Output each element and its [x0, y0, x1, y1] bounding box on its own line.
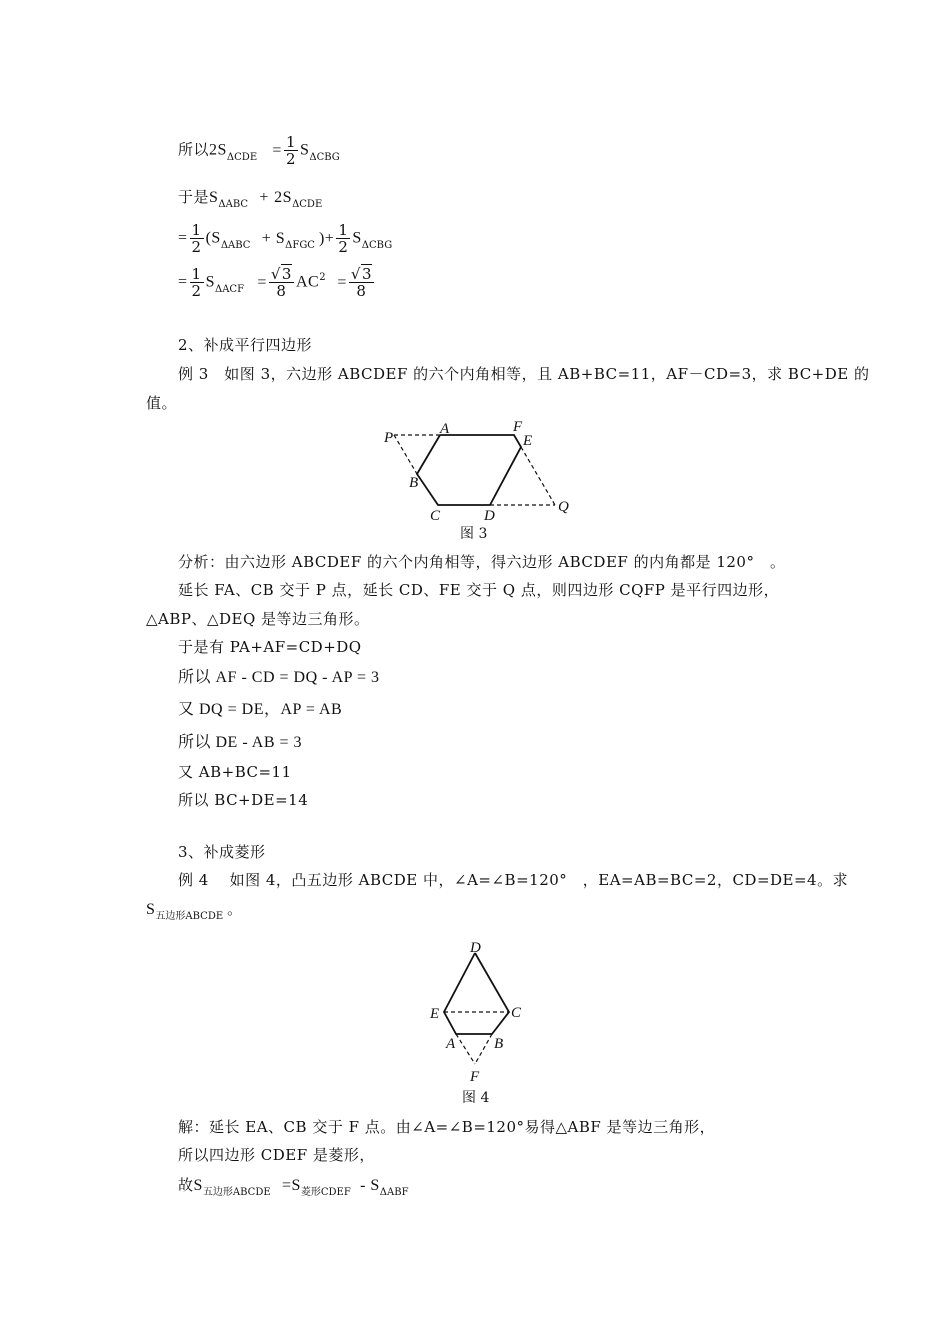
math: 2S [209, 141, 227, 159]
example-text: 例 4 如图 4，凸五边形 ABCDE 中，∠A=∠B=120° ，EA=AB=BC=2，CD=DE=4。求 [178, 871, 849, 889]
body-text: △ABP、△DEQ 是等边三角形。 [146, 610, 370, 628]
step-text: 于是有 PA+AF=CD+DQ [178, 638, 362, 656]
figure-caption: 图 4 [462, 1090, 490, 1106]
final-formula [178, 1174, 409, 1198]
fraction: $\frac{1}{2}$ [191, 265, 202, 300]
text: 所以 [178, 140, 210, 159]
example-text: 例 3 如图 3，六边形 ABCDEF 的六个内角相等，且 AB+BC=11，AF－CD=3，求 BC+DE 的 [178, 365, 870, 383]
label-B: B [494, 1036, 504, 1052]
label-P: P [384, 430, 394, 446]
text: 于是 [178, 188, 210, 206]
formula-line-2 [178, 186, 323, 210]
fraction: $\frac{1}{2}$ [191, 221, 202, 256]
subscript: ΔCBG [309, 151, 340, 163]
formula-line-3 [178, 222, 392, 255]
math: + S [261, 229, 286, 247]
subscript: ΔACF [214, 283, 245, 295]
label-F: F [513, 419, 523, 435]
math: - S [360, 1177, 380, 1194]
analysis-text: 分析：由六边形 ABCDEF 的六个内角相等，得六边形 ABCDEF 的内角都是 120° 。 [178, 553, 786, 571]
figure-3-hexagon [380, 414, 580, 520]
figure-caption: 图 3 [460, 526, 488, 542]
label-D: D [470, 940, 481, 956]
math: S [209, 189, 219, 206]
formula-line-1 [178, 134, 340, 167]
section-heading: 2、补成平行四边形 [178, 336, 313, 354]
step-text: 所以 BC+DE=14 [178, 791, 309, 809]
solution-text: 所以四边形 CDEF 是菱形， [178, 1146, 375, 1164]
fraction: $\frac{√3}{8}$ [270, 265, 292, 300]
text: 。 [227, 900, 243, 918]
equals: = [337, 273, 347, 291]
subscript: ΔCDE [226, 151, 258, 163]
math: (S [205, 229, 221, 247]
text: 故 [178, 1176, 194, 1194]
label-C: C [511, 1005, 522, 1021]
equals: = [178, 229, 188, 247]
step-text: 所以 DE - AB = 3 [178, 734, 303, 751]
solution-text: 解：延长 EA、CB 交于 F 点。由∠A=∠B=120°易得△ABF 是等边三角形， [178, 1118, 716, 1136]
label-A: A [440, 421, 450, 437]
fraction: $\frac{1}{2}$ [285, 133, 296, 168]
label-F: F [470, 1069, 480, 1085]
label-A: A [446, 1036, 456, 1052]
label-C: C [430, 508, 441, 520]
formula-line-4 [178, 266, 376, 299]
hexagon-outline [417, 435, 521, 505]
math: S [299, 141, 310, 159]
label-Q: Q [558, 499, 569, 515]
subscript: ΔABC [218, 199, 249, 210]
math: S [352, 229, 362, 247]
equals: = [178, 273, 188, 291]
label-E: E [523, 433, 533, 449]
math: =S [281, 1177, 301, 1194]
subscript: ΔABC [220, 239, 251, 251]
math: S [146, 901, 156, 918]
plus: + [259, 189, 269, 206]
subscript: ΔCBG [361, 239, 393, 251]
subscript: ΔABF [379, 1187, 409, 1198]
dashed-line [394, 435, 417, 474]
example-line-2 [146, 898, 243, 922]
math: AC [295, 273, 320, 291]
step-text: 又 DQ = DE，AP = AB [178, 701, 343, 718]
subscript: 五边形ABCDE [202, 1187, 271, 1198]
subscript: 菱形CDEF [300, 1187, 351, 1198]
subscript: 五边形ABCDE [155, 911, 224, 922]
label-D: D [484, 508, 495, 520]
math: S [193, 1177, 203, 1194]
example-text: 值。 [146, 394, 178, 412]
figure-4-pentagon [420, 936, 530, 1086]
dashed-line [475, 1034, 492, 1064]
equals: = [272, 141, 282, 159]
superscript: 2 [319, 271, 327, 283]
section-heading: 3、补成菱形 [178, 843, 266, 861]
pentagon-outline [444, 953, 509, 1034]
step-text: 又 AB+BC=11 [178, 763, 292, 781]
label-E: E [430, 1006, 440, 1022]
fraction: $\frac{√3}{8}$ [350, 265, 372, 300]
subscript: ΔFGC [285, 239, 315, 251]
label-B: B [409, 475, 419, 491]
math: 2S [274, 189, 293, 206]
math: )+ [318, 229, 335, 247]
dashed-line [456, 1034, 475, 1064]
step-text: 所以 AF - CD = DQ - AP = 3 [178, 669, 380, 686]
equals: = [257, 273, 267, 291]
math: S [205, 273, 215, 291]
dashed-line [521, 447, 555, 505]
subscript: ΔCDE [292, 199, 323, 210]
body-text: 延长 FA、CB 交于 P 点，延长 CD、FE 交于 Q 点，则四边形 CQFP 是平行四边形， [178, 581, 780, 599]
fraction: $\frac{1}{2}$ [338, 221, 349, 256]
